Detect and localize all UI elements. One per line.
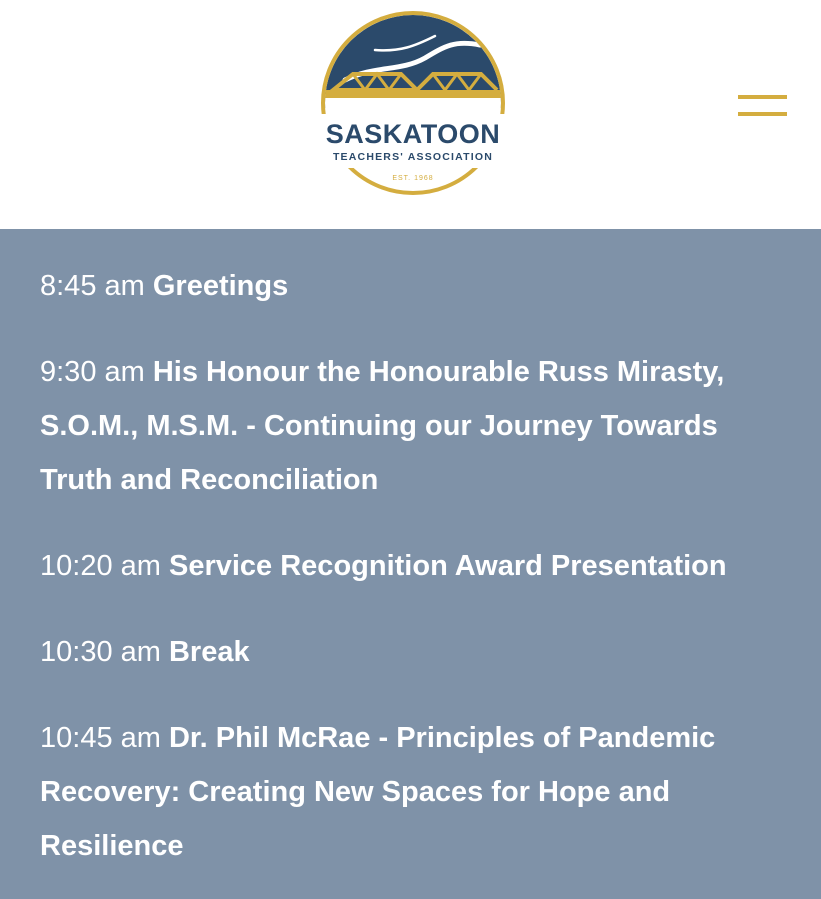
event-schedule <box>0 229 821 899</box>
schedule-title: Greetings <box>152 270 289 302</box>
menu-line-bottom <box>738 112 787 116</box>
site-header <box>0 0 821 229</box>
schedule-item-greetings <box>40 259 780 313</box>
schedule-title: His Honour the Honourable Russ Mirasty, S.O.M., M.S.M. - Continuing our Journey Towards Truth and Reconciliation <box>40 356 725 496</box>
schedule-time: 10:45 am <box>40 722 161 754</box>
logo-sub-text: TEACHERS' ASSOCIATION <box>332 151 494 163</box>
schedule-item-keynote-mcrae <box>40 711 780 873</box>
hamburger-menu-icon[interactable] <box>736 92 788 122</box>
schedule-time: 10:20 am <box>40 550 161 582</box>
schedule-time: 9:30 am <box>40 356 145 388</box>
schedule-time: 10:30 am <box>40 636 161 668</box>
schedule-title: Break <box>168 636 250 668</box>
schedule-time: 8:45 am <box>40 270 145 302</box>
schedule-item-award-presentation <box>40 539 780 593</box>
logo-name-text: SASKATOON <box>325 119 501 149</box>
schedule-title: Dr. Phil McRae - Principles of Pandemic Recovery: Creating New Spaces for Hope and Resilience <box>40 722 716 862</box>
schedule-item-keynote-mirasty <box>40 345 780 507</box>
schedule-title: Service Recognition Award Presentation <box>168 550 727 582</box>
saskatoon-teachers-association-logo[interactable] <box>305 10 521 200</box>
menu-line-top <box>738 95 787 99</box>
logo-est-text: EST. 1968 <box>392 175 434 182</box>
schedule-item-break <box>40 625 780 679</box>
